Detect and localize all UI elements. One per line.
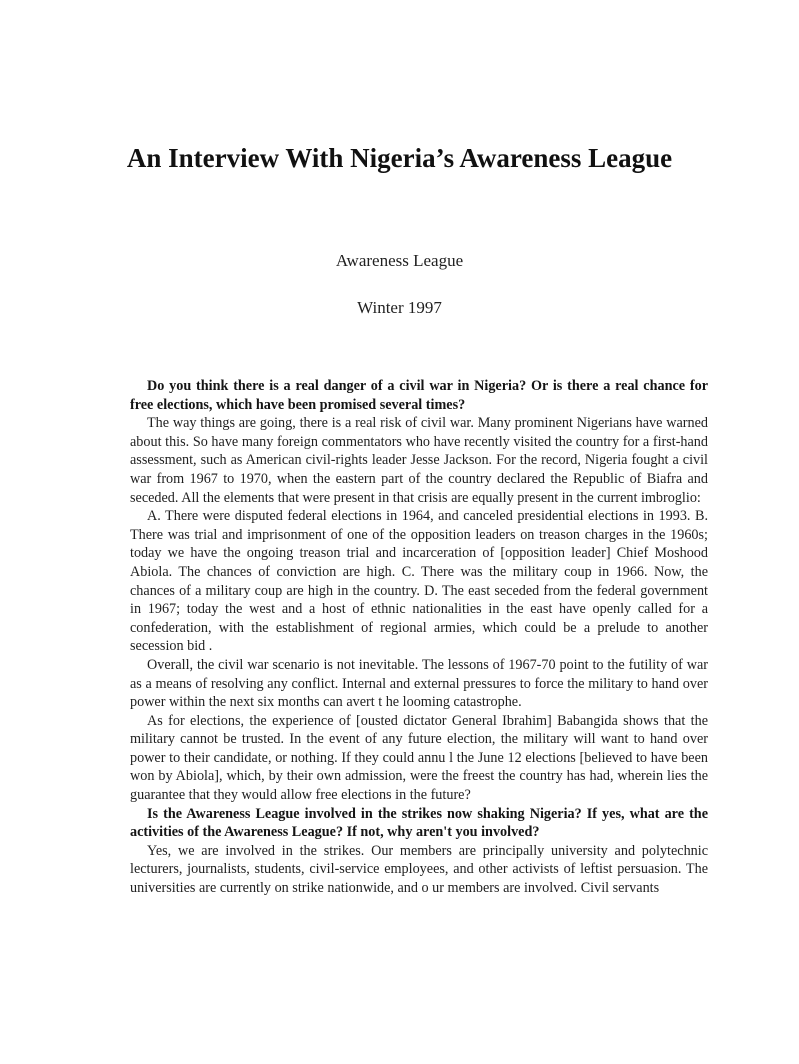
document-date: Winter 1997	[357, 298, 442, 317]
question-paragraph: Is the Awareness League involved in the strikes now shaking Nigeria? If yes, what are the activities of the Awareness League? If not, why aren't you involved?	[130, 805, 708, 841]
document-body	[130, 377, 708, 898]
question-paragraph: Do you think there is a real danger of a civil war in Nigeria? Or is there a real chance for free elections, which have been promised several times?	[130, 378, 708, 413]
answer-paragraph: A. There were disputed federal elections in 1964, and canceled presidential elections in 1993. B. There was trial and imprisonment of one of the opposition leaders on treason charges in the 1960s; today we have the ongoing treason trial and incarceration of [opposition leader] Chief Moshood Abiola. The chances of conviction are high. C. There was the military coup in 1966. Now, the chances of a military coup are high in the country. D. The east seceded from the federal government in 1967; today the west and a host of ethnic nationalities in the east have openly called for a confederation, with the establishment of regional armies, which could be a prelude to another secession bid .	[130, 508, 708, 655]
document-author: Awareness League	[335, 251, 464, 270]
answer-paragraph: The way things are going, there is a real risk of civil war. Many prominent Nigerians have warned about this. So have many foreign commentators who have recently visited the country for a first-hand assessment, such as American civil-rights leader Jesse Jackson. For the record, Nigeria fought a civil war from 1967 to 1970, when the eastern part of the country declared the Republic of Biafra and seceded. All the elements that were present in that crisis are equally present in the current imbroglio:	[130, 415, 708, 506]
document-title: An Interview With Nigeria’s Awareness League	[126, 143, 673, 173]
answer-paragraph: As for elections, the experience of [ousted dictator General Ibrahim] Babangida shows that the military cannot be trusted. In the event of any future election, the military will want to hand over power to their candidate, or nothing. If they could annu l the June 12 elections [believed to have been won by Abiola], which, by their own admission, were the freest the country has had, wherein lies the guarantee that they would allow free elections in the future?	[130, 712, 708, 804]
answer-paragraph: Yes, we are involved in the strikes. Our members are principally university and polytechnic lecturers, journalists, students, civil-service employees, and other activists of leftist persuasion. The universities are currently on strike nationwide, and o ur members are involved. Civil servants	[130, 842, 708, 897]
answer-paragraph: Overall, the civil war scenario is not inevitable. The lessons of 1967-70 point to the futility of war as a means of resolving any conflict. Internal and external pressures to force the military to hand over power within the next six months can avert t he looming catastrophe.	[130, 656, 708, 711]
